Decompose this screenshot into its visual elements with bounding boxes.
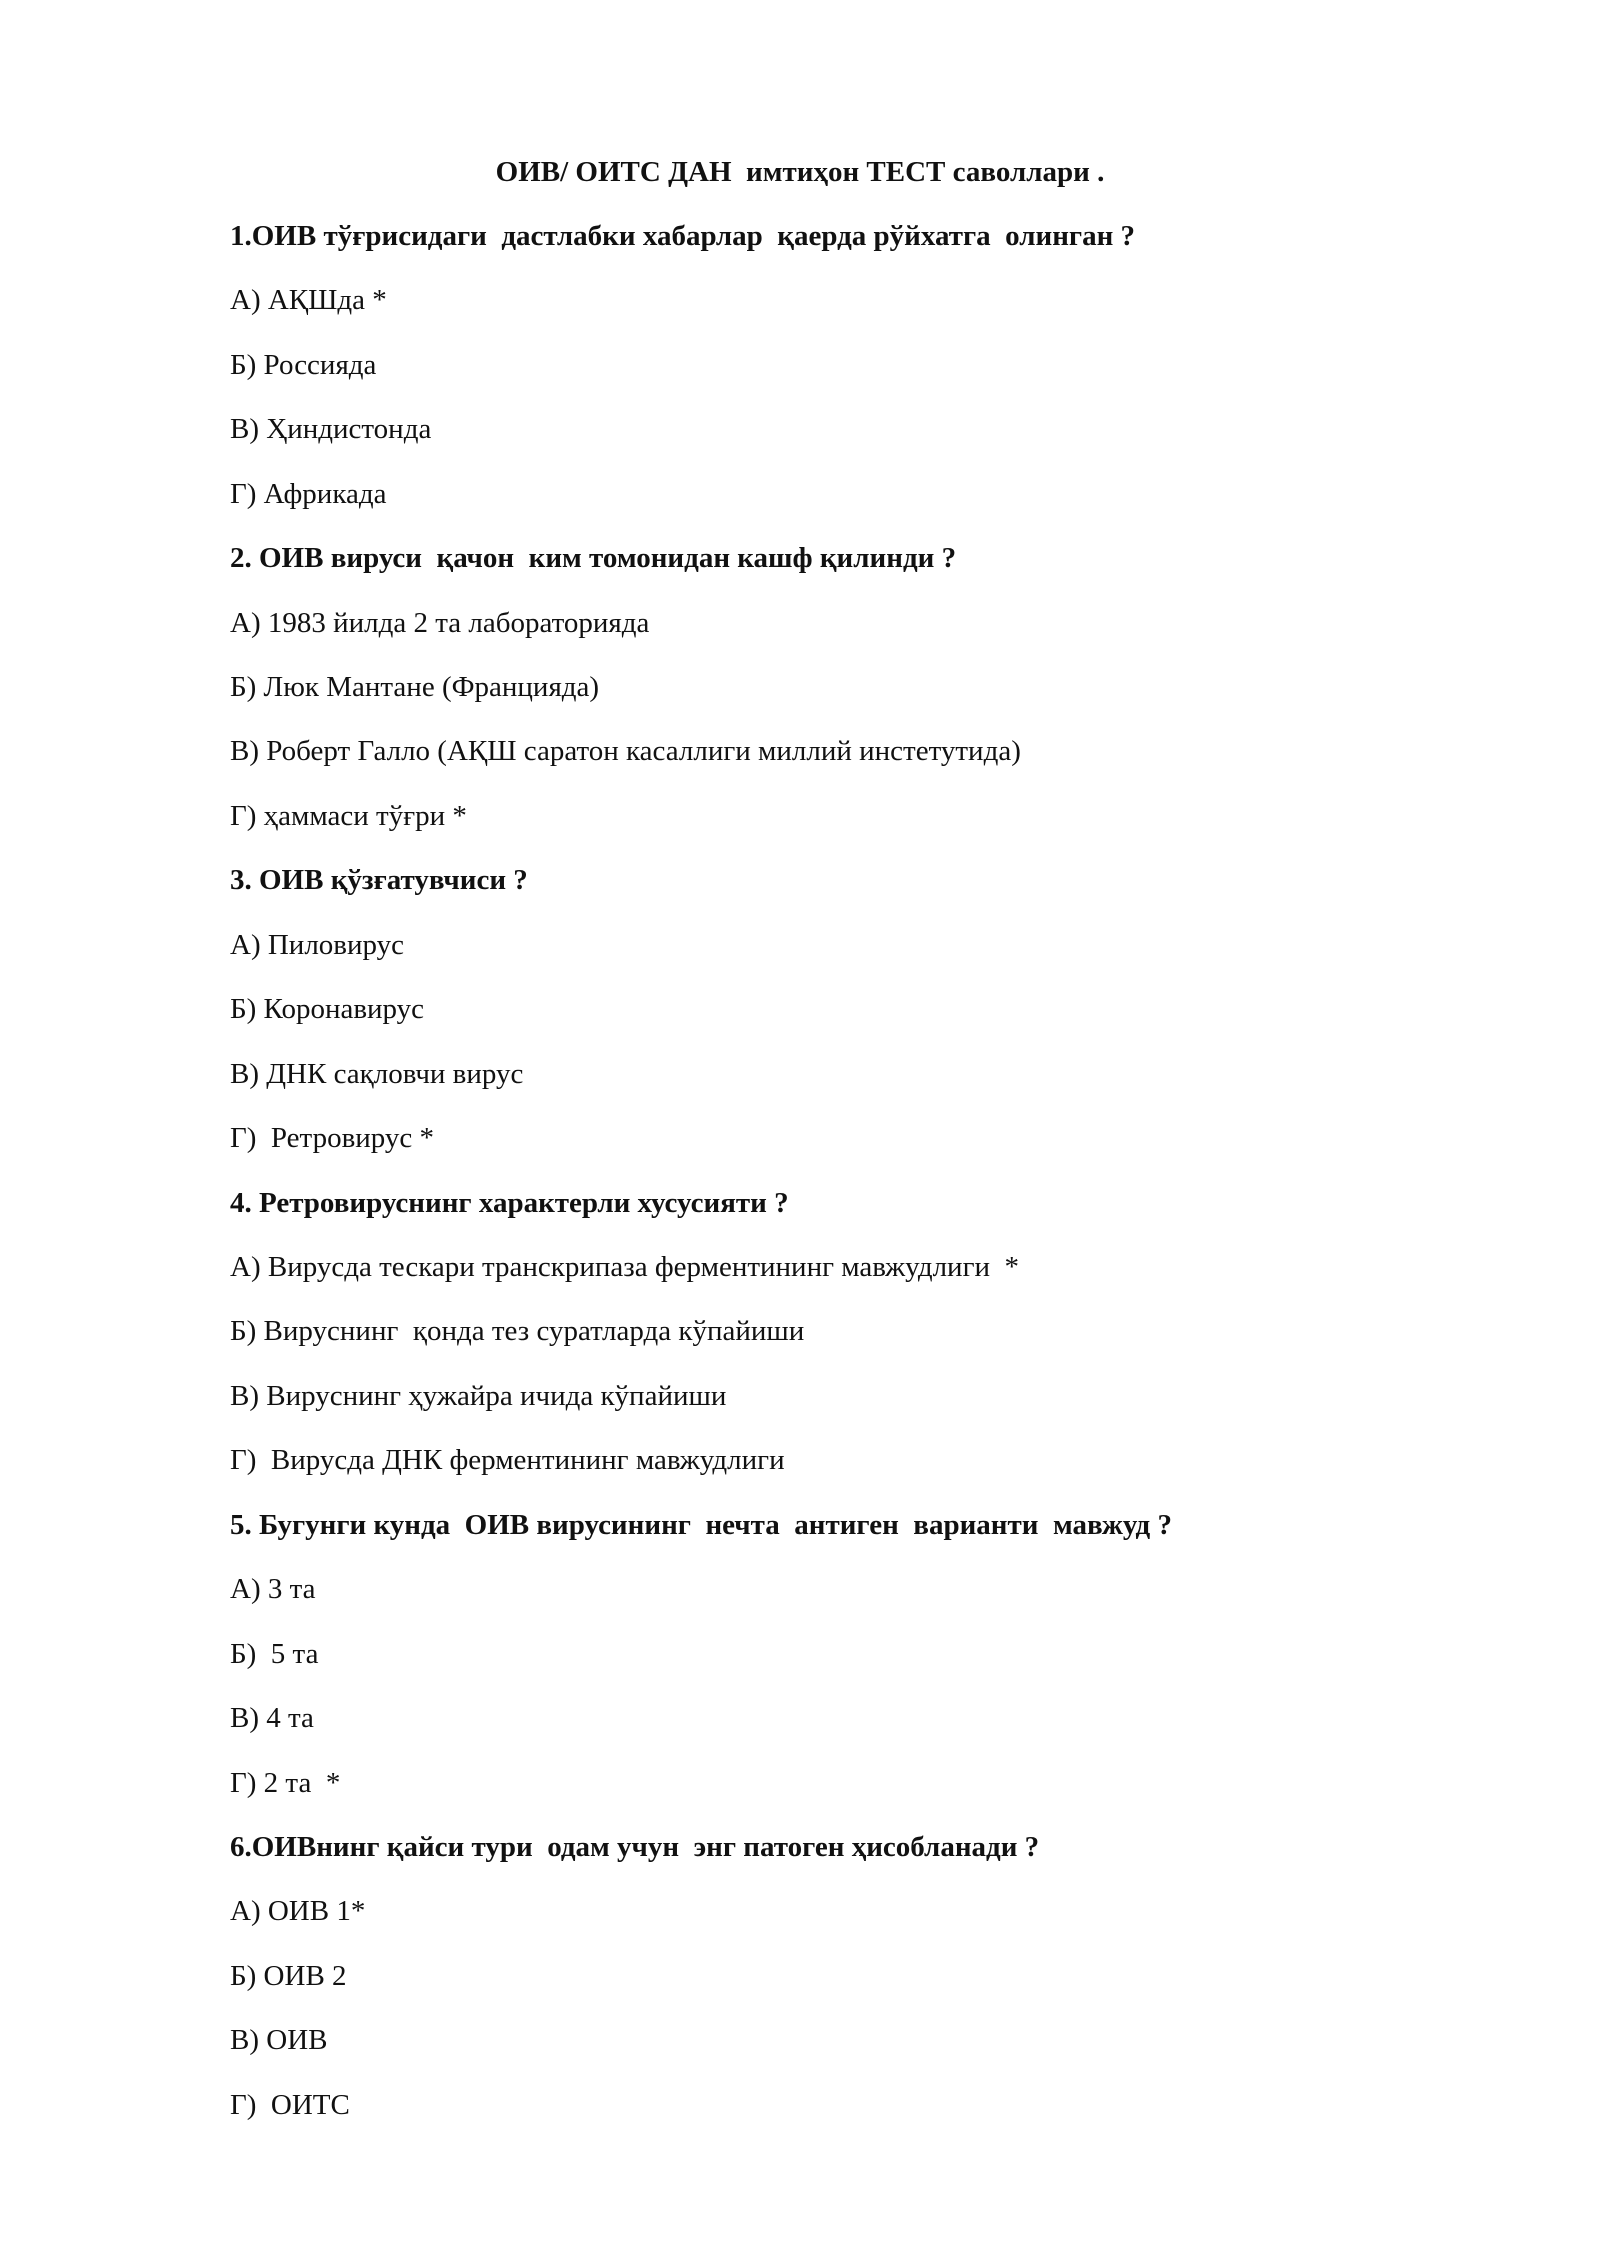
q6-option-b: Б) ОИВ 2 bbox=[230, 1960, 347, 1992]
q5-option-d: Г) 2 та * bbox=[230, 1767, 341, 1799]
q2-option-d: Г) ҳаммаси тўғри * bbox=[230, 800, 467, 832]
q4-option-b: Б) Вируснинг қонда тез суратларда кўпайиши bbox=[230, 1315, 805, 1347]
question-6: 6.ОИВнинг қайси тури одам учун энг патоген ҳисобланади ? bbox=[230, 1831, 1040, 1863]
q3-option-a: А) Пиловирус bbox=[230, 929, 404, 961]
q1-option-b: Б) Россияда bbox=[230, 349, 377, 381]
q6-option-c: В) ОИВ bbox=[230, 2024, 328, 2056]
question-1: 1.ОИВ тўғрисидаги дастлабки хабарлар қаерда рўйхатга олинган ? bbox=[230, 220, 1136, 252]
q1-option-c: В) Ҳиндистонда bbox=[230, 413, 432, 445]
q2-option-b: Б) Люк Мантане (Францияда) bbox=[230, 671, 600, 703]
q1-option-d: Г) Африкада bbox=[230, 478, 387, 510]
question-2: 2. ОИВ вируси қачон ким томонидан кашф қилинди ? bbox=[230, 542, 957, 574]
q4-option-d: Г) Вирусда ДНК ферментининг мавжудлиги bbox=[230, 1444, 785, 1476]
q3-option-d: Г) Ретровирус * bbox=[230, 1122, 435, 1154]
q4-option-a: А) Вирусда тескари транскрипаза ферментининг мавжудлиги * bbox=[230, 1251, 1019, 1283]
q2-option-a: А) 1983 йилда 2 та лабораторияда bbox=[230, 607, 650, 639]
q3-option-b: Б) Коронавирус bbox=[230, 993, 425, 1025]
question-3: 3. ОИВ қўзғатувчиси ? bbox=[230, 864, 528, 896]
page-title: ОИВ/ ОИТС ДАН имтиҳон ТЕСТ саволлари . bbox=[495, 156, 1105, 188]
q6-option-d: Г) ОИТС bbox=[230, 2089, 350, 2121]
q5-option-a: А) 3 та bbox=[230, 1573, 316, 1605]
q6-option-a: А) ОИВ 1* bbox=[230, 1895, 366, 1927]
q2-option-c: В) Роберт Галло (АҚШ саратон касаллиги миллий инстетутида) bbox=[230, 735, 1021, 767]
question-5: 5. Бугунги кунда ОИВ вирусининг нечта антиген варианти мавжуд ? bbox=[230, 1509, 1172, 1541]
q5-option-c: В) 4 та bbox=[230, 1702, 314, 1734]
question-4: 4. Ретровируснинг характерли хусусияти ? bbox=[230, 1187, 789, 1219]
q1-option-a: А) АҚШда * bbox=[230, 284, 387, 316]
q5-option-b: Б) 5 та bbox=[230, 1638, 319, 1670]
q3-option-c: В) ДНК сақловчи вирус bbox=[230, 1058, 524, 1090]
q4-option-c: В) Вируснинг ҳужайра ичида кўпайиши bbox=[230, 1380, 727, 1412]
